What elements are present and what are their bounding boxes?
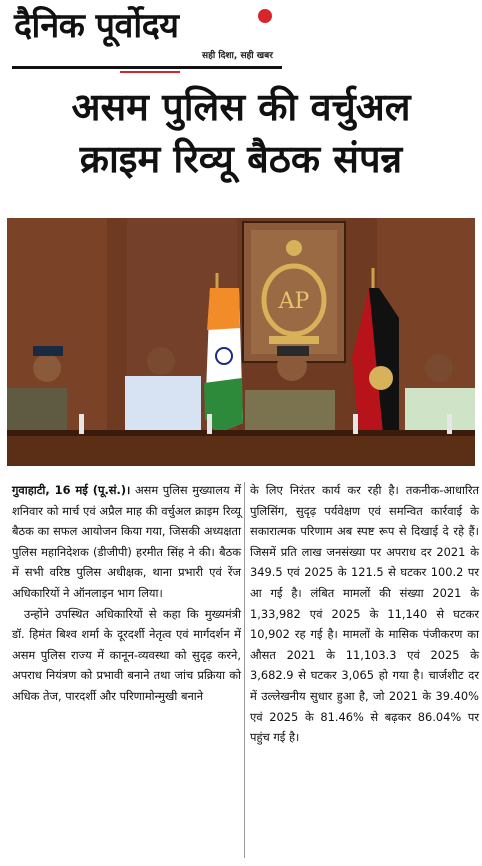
brand-dot-icon xyxy=(258,9,272,23)
svg-text:AP: AP xyxy=(278,289,310,314)
article-column-right xyxy=(250,480,479,748)
article-paragraph: उन्होंने उपस्थित अधिकारियों से कहा कि मुख्यमंत्री डॉ. हिमंत बिश्व शर्मा के दूरदर्शी नेतृत्व एवं मार्गदर्शन में असम पुलिस राज्य में कानून-व्यवस्था को सुदृढ़ करने, अपराध नियंत्रण को प्रभावी बनाने तथा जांच प्रक्रिया को अधिक तेज, पारदर्शी और परिणामोन्मुखी बनाने xyxy=(12,606,241,703)
headline-line-1: असम पुलिस की वर्चुअल xyxy=(71,84,411,129)
article-column-left xyxy=(12,480,241,707)
masthead xyxy=(0,0,482,78)
article-paragraph xyxy=(12,480,241,604)
masthead-accent-rule xyxy=(120,71,180,73)
meeting-photo xyxy=(7,218,475,466)
article-text: असम पुलिस मुख्यालय में शनिवार को मार्च एवं अप्रैल माह की वर्चुअल क्राइम रिव्यू बैठक का सफल आयोजन किया गया, जिसकी अध्यक्षता पुलिस महानिदेशक (डीजीपी) हरमीत सिंह ने की। बैठक में सभी वरिष्ठ पुलिस अधीक्षक, थाना प्रभारी एवं रेंज अधिकारियों ने ऑनलाइन भाग लिया। xyxy=(12,483,242,600)
dateline: गुवाहाटी, 16 मई (पू.सं.)। xyxy=(12,483,131,497)
column-divider xyxy=(244,482,245,858)
headline-line-2: क्राइम रिव्यू बैठक संपन्न xyxy=(79,136,403,181)
article-paragraph: के लिए निरंतर कार्य कर रही है। तकनीक-आधारित पुलिसिंग, सुदृढ़ पर्यवेक्षण एवं समन्वित कार्रवाई के सकारात्मक परिणाम अब स्पष्ट रूप से दिखाई दे रहे हैं। जिसमें प्रति लाख जनसंख्या पर अपराध दर 2021 के 349.5 एवं 2025 के 121.5 से घटकर 100.2 पर आ गई है। लंबित मामलों की संख्या 2021 के 1,33,982 एवं 2025 के 11,140 से घटकर 10,902 रह गई है। मामलों के मासिक पंजीकरण का औसत 2021 के 11,103.3 एवं 2025 के 3,682.9 से घटकर 3,065 हो गया है। चार्जशीट दर में उल्लेखनीय सुधार हुआ है, जो 2021 के 39.40% एवं 2025 के 81.46% से बढ़कर 86.04% पर पहुंच गई है। xyxy=(250,483,479,745)
newspaper-name: दैनिक पूर्वोदय xyxy=(14,6,179,46)
newspaper-tagline: सही दिशा, सही खबर xyxy=(202,51,273,61)
article-headline xyxy=(0,82,482,186)
indian-flag-icon xyxy=(204,273,243,438)
masthead-rule xyxy=(12,66,282,69)
police-emblem-icon xyxy=(243,222,345,362)
